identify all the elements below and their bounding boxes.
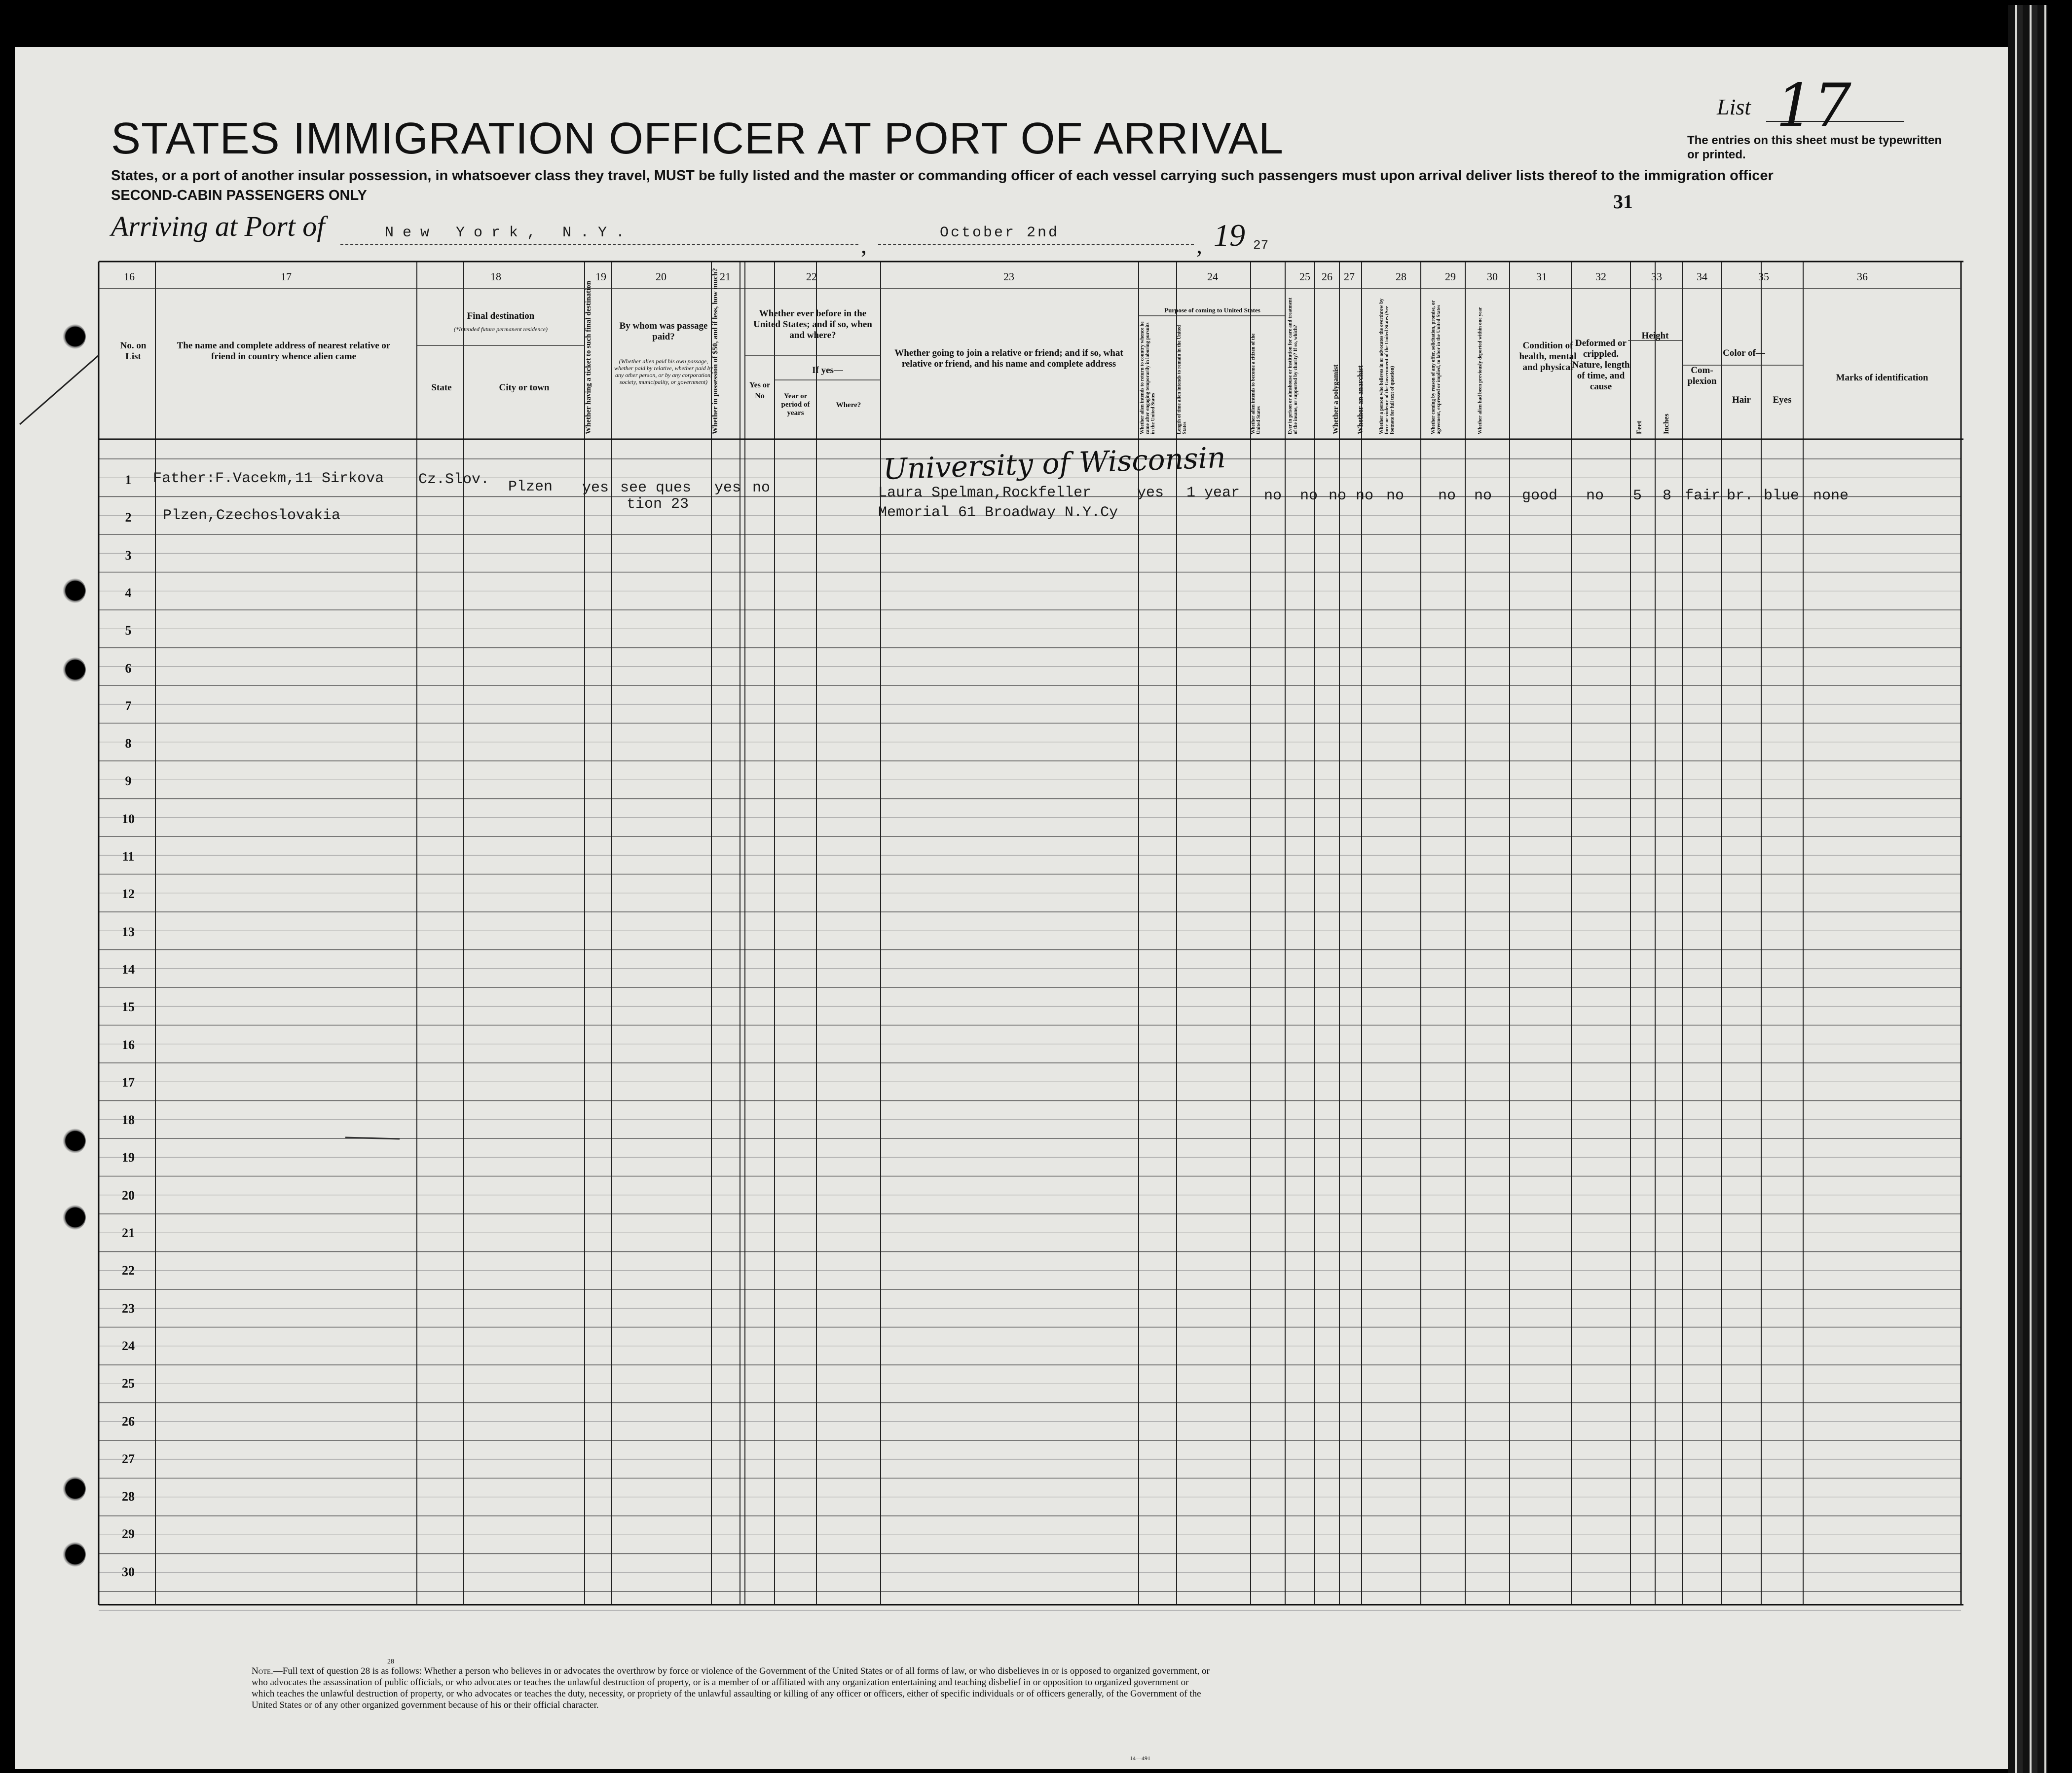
entry-fifty: yes [714, 480, 741, 496]
column-number: 32 [1595, 270, 1606, 283]
col-anarchist: Whether an anarchist [1357, 365, 1365, 434]
column-number: 27 [1344, 270, 1355, 283]
row-number: 6 [125, 661, 132, 676]
row-number: 2 [125, 510, 132, 525]
col-passage-note: (Whether alien paid his own passage, whether paid by relative, whether paid by any other person, or by any corporation, society, municipality, or government) [614, 358, 713, 385]
entry-relative-line1: Father:F.Vacekm,11 Sirkova [153, 470, 384, 487]
form-number: 14—491 [1130, 1755, 1150, 1762]
row-number: 21 [122, 1226, 135, 1240]
col-inches: Inches [1663, 414, 1670, 434]
col-overthrow: Whether a person who believes in or advocates the overthrow by force or violence of the Government of the United States (See footnote for full text of question) [1379, 299, 1395, 434]
row-number: 3 [125, 548, 132, 563]
row-number: 18 [122, 1113, 135, 1128]
column-number: 30 [1487, 270, 1498, 283]
col-purpose-return: Whether alien intends to return to country whence he came after engaging temporarily in laboring pursuits in the United States [1140, 321, 1156, 434]
column-number: 34 [1697, 270, 1707, 283]
entry-deformed: no [1586, 488, 1604, 504]
col-final-destination: Final destination [467, 311, 535, 321]
list-label: List [1717, 94, 1751, 119]
footnote-qnum: 28 [387, 1658, 394, 1665]
row-number: 19 [122, 1150, 135, 1165]
entry-inches: 8 [1663, 488, 1672, 504]
column-number: 29 [1445, 270, 1456, 283]
col-passage-paid: By whom was passage paid? [619, 321, 708, 342]
row-number: 5 [125, 623, 132, 638]
row-number: 29 [122, 1527, 135, 1542]
entry-relative-line2: Plzen,Czechoslovakia [163, 507, 341, 524]
col-join-relative: Whether going to join a relative or friend; and if so, what relative or friend, and his name and complete address [894, 348, 1123, 369]
punch-hole [59, 323, 86, 350]
row-number: 30 [122, 1564, 135, 1579]
column-number: 26 [1322, 270, 1332, 283]
entry-complexion: fair [1685, 488, 1721, 504]
col-eyes: Eyes [1773, 395, 1792, 405]
page-title: STATES IMMIGRATION OFFICER AT PORT OF ARRIVAL [111, 114, 1284, 163]
row-number: 4 [125, 585, 132, 600]
row-number: 25 [122, 1376, 135, 1391]
column-number: 25 [1299, 270, 1310, 283]
col-fifty: Whether in possession of $50, and if less, how much? [711, 268, 719, 434]
col-purpose: Purpose of coming to United States [1164, 306, 1260, 314]
punch-hole [59, 1204, 86, 1231]
col-no-on-list: No. on List [120, 340, 147, 362]
column-number: 18 [490, 270, 501, 283]
comma2: , [1196, 232, 1202, 259]
punch-hole [59, 1475, 86, 1502]
row-number: 9 [125, 774, 132, 789]
col-year-period: Year or period of years [781, 392, 810, 417]
footnote-label: Note. [252, 1666, 273, 1676]
list-number: 17 [1776, 72, 1851, 140]
column-number: 19 [595, 270, 606, 283]
column-number: 21 [720, 270, 731, 283]
entry-citizen: no [1264, 488, 1282, 504]
row-number: 7 [125, 698, 132, 713]
row-number: 10 [122, 811, 135, 826]
column-number: 33 [1651, 270, 1662, 283]
col-height: Height [1641, 331, 1669, 341]
row-number: 22 [122, 1263, 135, 1278]
row-number: 15 [122, 1000, 135, 1015]
port-value: New York, N.Y. [385, 225, 634, 241]
entry-return: yes [1137, 485, 1164, 501]
column-number: 24 [1207, 270, 1218, 283]
row-number: 24 [122, 1338, 135, 1353]
row-number: 26 [122, 1414, 135, 1429]
entry-offer: no [1438, 488, 1456, 504]
class-line: SECOND-CABIN PASSENGERS ONLY [111, 188, 367, 203]
entry-passage-line2: tion 23 [627, 496, 689, 513]
col-complexion: Com- plexion [1687, 365, 1717, 386]
footnote-text: —Full text of question 28 is as follows: Whether a person who believes in or advocates the overthrow by force or violence of the Government of the United States or of all forms of law, or who disbelieves in or is opposed to organized government, or who advocates the assassination of public officials, or who advocates or teaches the unlawful destruction of property, or is a member of or affiliated with any organization entertaining and teaching disbelief in or opposition to organized government or which teaches the unlawful destruction of property, or who advocates or teaches the duty, necessity, or propriety of the unlawful assaulting or killing of any officer or officers, either of specific individuals or of officers generally, of the Government of the United States or of any other organized government because of his or their official character. [252, 1666, 1210, 1710]
entry-state: Cz.Slov. [418, 471, 490, 488]
row-number: 17 [122, 1075, 135, 1090]
entry-marks: none [1813, 488, 1849, 504]
col-ever-before: Whether ever before in the United States; and if so, when and where? [753, 308, 872, 340]
col-purpose-length: Length of time alien intends to remain in the United States [1177, 325, 1187, 434]
year-prefix: 19 [1214, 218, 1245, 253]
col-yes-no: Yes or No [749, 381, 771, 400]
punch-hole [59, 1128, 86, 1154]
date-value: October 2nd [940, 225, 1060, 241]
punch-hole [59, 1541, 86, 1568]
col-hair: Hair [1732, 395, 1751, 405]
entry-ever-before: no [752, 480, 771, 496]
col-state: State [431, 382, 452, 393]
col-prison: Ever in prison or almshouse or institution for care and treatment of the insane, or supported by charity? If so, which? [1288, 298, 1298, 434]
col-deported: Whether alien had been previously deported within one year [1478, 307, 1483, 434]
column-number: 36 [1857, 270, 1868, 283]
entry-passage-line1: see ques [620, 480, 692, 496]
row-number: 14 [122, 962, 135, 977]
col-offer: Whether coming by reason of any offer, solicitation, promise, or agreement, expressed or implied, to labor in the United States [1431, 300, 1442, 434]
typewritten-instruction: The entries on this sheet must be typewritten or printed. [1687, 134, 1942, 161]
entry-hair: br. [1727, 488, 1754, 504]
entry-city: Plzen [508, 479, 553, 495]
entry-overthrow: no [1386, 488, 1405, 504]
row-number: 11 [122, 849, 135, 864]
punch-hole [59, 577, 86, 604]
col-ticket: Whether having a ticket to such final destination [585, 281, 592, 434]
entry-anarchist: no [1356, 488, 1374, 504]
punch-hole [59, 656, 86, 683]
entry-deported: no [1474, 488, 1492, 504]
entry-health: good [1522, 488, 1558, 504]
entry-join-line1: Laura Spelman,Rockfeller [878, 485, 1092, 501]
column-number: 17 [281, 270, 292, 283]
col-feet: Feet [1635, 420, 1643, 434]
column-number: 16 [124, 270, 135, 283]
entry-feet: 5 [1633, 488, 1642, 504]
column-number: 35 [1758, 270, 1769, 283]
row-number: 16 [122, 1037, 135, 1052]
stamp-number: 31 [1613, 190, 1633, 213]
row-number: 20 [122, 1188, 135, 1203]
entry-ticket: yes [582, 480, 609, 496]
row-number: 1 [125, 473, 132, 487]
entry-prison: no [1300, 488, 1318, 504]
row-number: 12 [122, 887, 135, 902]
instructions-line: States, or a port of another insular possession, in whatsoever class they travel, MUST be fully listed and the master or commanding officer of each vessel carrying such passengers must upon arrival deliver lists thereof to the immigration officer [111, 168, 1774, 184]
col-condition: Condition of health, mental and physical [1519, 340, 1577, 373]
col-purpose-citizen: Whether alien intends to become a citizen of the United States [1251, 333, 1261, 434]
col-color-of: Color of— [1723, 348, 1765, 358]
entry-join-line2: Memorial 61 Broadway N.Y.Cy [878, 504, 1118, 521]
row-number: 23 [122, 1301, 135, 1316]
column-number: 28 [1396, 270, 1406, 283]
row-number: 28 [122, 1489, 135, 1504]
col-deformed: Deformed or crippled. Nature, length of time, and cause [1572, 338, 1630, 392]
col-polygamist: Whether a polygamist [1332, 364, 1340, 434]
row-number: 27 [122, 1451, 135, 1466]
col-where: Where? [836, 401, 861, 409]
col-city: City or town [499, 382, 550, 393]
entry-eyes: blue [1764, 488, 1800, 504]
row-number: 13 [122, 924, 135, 939]
comma: , [861, 232, 867, 259]
column-number: 22 [806, 270, 817, 283]
entry-length: 1 year [1186, 485, 1240, 501]
col-if-yes: If yes— [812, 365, 843, 376]
column-number: 23 [1003, 270, 1014, 283]
col-marks: Marks of identification [1836, 373, 1928, 383]
year-suffix: 27 [1253, 238, 1269, 253]
footnote [252, 1665, 1214, 1711]
row-number: 8 [125, 736, 132, 751]
col-relative: The name and complete address of nearest relative or friend in country whence alien came [177, 340, 391, 362]
arriving-label: Arriving at Port of [111, 210, 325, 242]
col-final-destination-note: (*Intended future permanent residence) [453, 326, 548, 333]
column-number: 20 [656, 270, 666, 283]
entry-polygamist: no [1329, 488, 1347, 504]
column-number: 31 [1536, 270, 1547, 283]
entry-handwritten-note: University of Wisconsin [883, 440, 1226, 487]
